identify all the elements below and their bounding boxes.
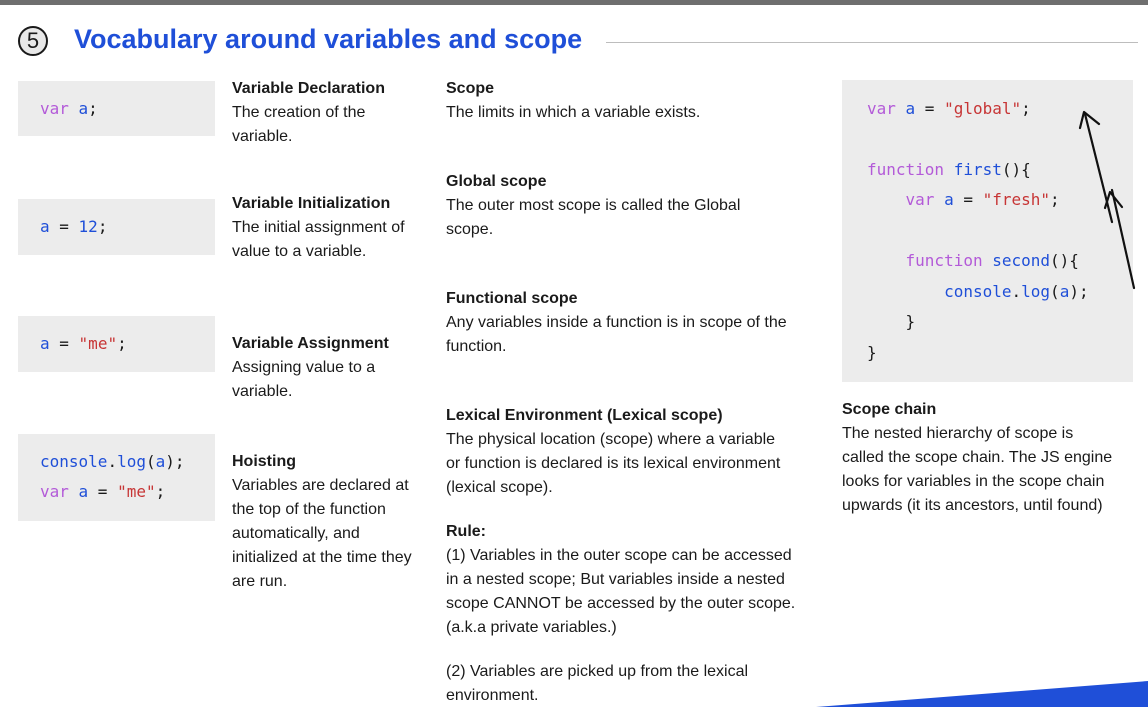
term-definition: Assigning value to a variable. <box>232 359 376 400</box>
term-heading: Variable Assignment <box>232 335 389 352</box>
code-token: ); <box>165 452 185 471</box>
definition-scope-chain <box>842 398 1117 518</box>
term-heading: Variable Declaration <box>232 80 385 97</box>
definition-global-scope <box>446 170 791 242</box>
code-token: = <box>953 190 983 209</box>
term-heading: Lexical Environment (Lexical scope) <box>446 407 723 424</box>
code-line <box>867 99 1031 118</box>
code-line <box>867 160 1031 179</box>
code-token: ; <box>88 99 98 118</box>
code-line <box>40 334 127 353</box>
term-heading: Hoisting <box>232 453 296 470</box>
definition-rule <box>446 520 798 640</box>
rule-item-2: (2) Variables are picked up from the lexical environment. <box>446 663 749 704</box>
page-title: Vocabulary around variables and scope <box>74 24 583 54</box>
term-heading: Scope <box>446 80 495 97</box>
code-token: "me" <box>78 334 118 353</box>
code-line <box>867 343 877 362</box>
code-line <box>867 251 1079 270</box>
code-line <box>40 99 98 118</box>
code-line <box>867 312 915 331</box>
term-definition: The outer most scope is called the Global scope. <box>446 197 741 238</box>
code-token: (){ <box>1050 251 1079 270</box>
code-token: "global" <box>944 99 1022 118</box>
code-token: function <box>867 160 954 179</box>
term-definition: The physical location (scope) where a variable or function is declared is its lexical environment (lexical scope). <box>446 431 781 496</box>
code-token: console <box>40 452 108 471</box>
code-token: first <box>953 160 1002 179</box>
term-definition: The limits in which a variable exists. <box>446 104 701 121</box>
code-token: a <box>155 452 166 471</box>
code-token: . <box>1011 282 1022 301</box>
code-token: } <box>867 312 916 331</box>
code-token: } <box>867 343 877 362</box>
section-number: 5 <box>18 26 48 56</box>
definition-variable-initialization <box>232 192 412 264</box>
code-token: var <box>867 99 906 118</box>
code-token: var <box>867 190 945 209</box>
term-definition: The initial assignment of value to a variable. <box>232 219 405 260</box>
code-token: (){ <box>1001 160 1031 179</box>
code-token: log <box>117 452 146 471</box>
code-token: a <box>40 334 50 353</box>
code-line <box>40 482 165 501</box>
code-token: a <box>78 482 89 501</box>
code-token: var <box>40 99 79 118</box>
code-block-hoisting <box>18 434 215 521</box>
term-definition: Variables are declared at the top of the function automatically, and initialized at the time they are run. <box>232 477 412 590</box>
code-token: function <box>867 251 993 270</box>
term-heading: Scope chain <box>842 401 937 418</box>
code-token: "me" <box>117 482 156 501</box>
code-block-assignment <box>18 316 215 372</box>
code-token: ; <box>117 334 127 353</box>
code-line <box>40 217 107 236</box>
rule-item-1: (1) Variables in the outer scope can be accessed in a nested scope; But variables inside a nested scope CANNOT be accessed by the outer scope. (a.k.a private variables.) <box>446 547 796 636</box>
code-token: a <box>78 99 89 118</box>
definition-variable-declaration <box>232 77 412 149</box>
code-token: . <box>107 452 118 471</box>
code-token: = <box>49 217 79 236</box>
code-line <box>867 282 1089 301</box>
code-token: a <box>905 99 916 118</box>
header-divider <box>606 42 1138 43</box>
top-bar <box>0 0 1148 5</box>
term-heading: Global scope <box>446 173 547 190</box>
code-token: ); <box>1069 282 1089 301</box>
definition-lexical-environment <box>446 404 791 500</box>
term-heading: Rule: <box>446 523 486 540</box>
term-definition: The nested hierarchy of scope is called the scope chain. The JS engine looks for variables in the scope chain upwards (it its ancestors, until found) <box>842 425 1113 514</box>
code-token: "fresh" <box>982 190 1051 209</box>
code-token: ; <box>97 217 108 236</box>
code-token: log <box>1021 282 1051 301</box>
code-block-initialization <box>18 199 215 255</box>
code-line <box>40 452 185 471</box>
code-token: = <box>915 99 945 118</box>
code-token: var <box>40 482 79 501</box>
code-token: ( <box>1050 282 1060 301</box>
definition-hoisting <box>232 450 412 594</box>
definition-scope <box>446 77 791 125</box>
definition-functional-scope <box>446 287 791 359</box>
code-block-declaration <box>18 81 215 136</box>
code-token: a <box>944 190 954 209</box>
code-token: a <box>40 217 50 236</box>
code-token: ( <box>145 452 156 471</box>
code-token: = <box>88 482 118 501</box>
definition-variable-assignment <box>232 332 412 404</box>
code-token: second <box>992 251 1051 270</box>
term-heading: Functional scope <box>446 290 578 307</box>
accent-wedge <box>816 681 1148 707</box>
code-token: console <box>867 282 1012 301</box>
code-token: ; <box>155 482 166 501</box>
code-line <box>867 190 1060 209</box>
term-definition: Any variables inside a function is in scope of the function. <box>446 314 787 355</box>
section-header <box>18 24 1138 60</box>
code-token: = <box>49 334 79 353</box>
rule-item-2-block <box>446 660 798 708</box>
code-token: a <box>1059 282 1070 301</box>
term-definition: The creation of the variable. <box>232 104 366 145</box>
code-block-scope-chain <box>842 80 1133 382</box>
code-token: ; <box>1050 190 1060 209</box>
term-heading: Variable Initialization <box>232 195 391 212</box>
code-token: 12 <box>78 217 98 236</box>
code-token: ; <box>1021 99 1031 118</box>
